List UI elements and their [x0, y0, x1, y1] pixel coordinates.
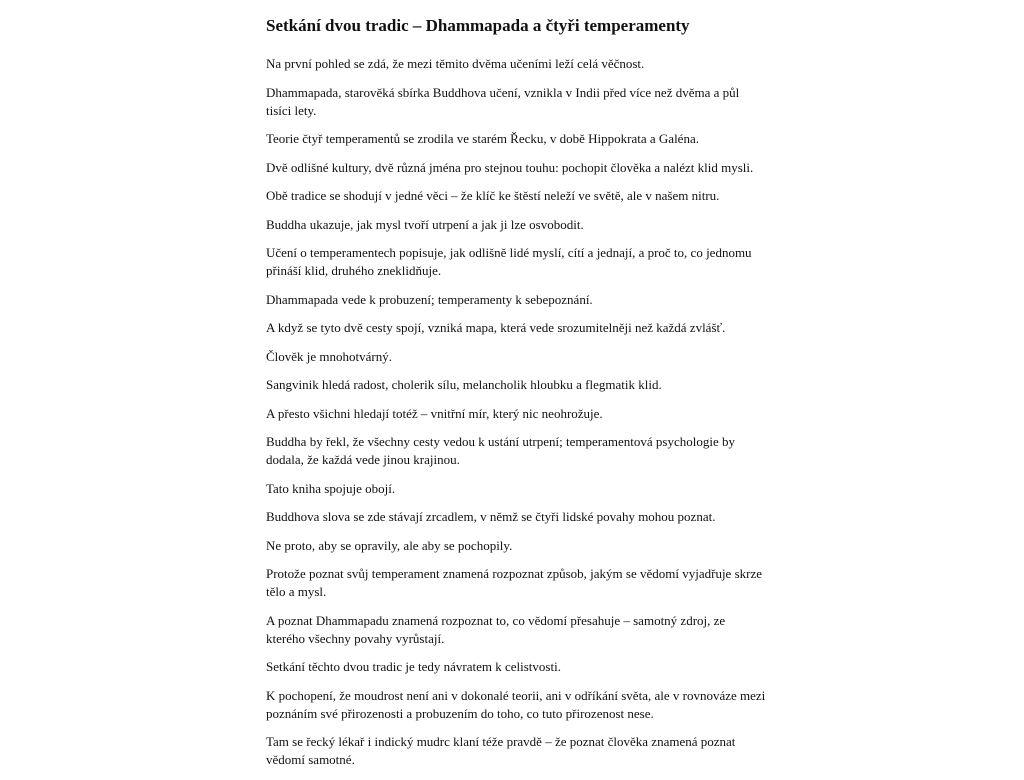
paragraph-17: Protože poznat svůj temperament znamená rozpoznat způsob, jakým se vědomí vyjadřuje skrze tělo a mysl. [266, 566, 762, 599]
paragraph-4: Dvě odlišné kultury, dvě různá jména pro stejnou touhu: pochopit člověka a nalézt klid mysli. [266, 159, 754, 175]
document-body [266, 55, 766, 769]
document-page [266, 14, 766, 780]
paragraph-15: Buddhova slova se zde stávají zrcadlem, v němž se čtyři lidské povahy mohou poznat. [266, 509, 716, 524]
paragraph-19: Setkání těchto dvou tradic je tedy návratem k celistvosti. [266, 659, 561, 674]
paragraph-7: Učení o temperamentech popisuje, jak odlišně lidé myslí, cítí a jednají, a proč to, co jednomu přináší klid, druhého zneklidňuje. [266, 245, 752, 278]
paragraph-13: Buddha by řekl, že všechny cesty vedou k ustání utrpení; temperamentová psychologie by dodala, že každá vede jinou krajinou. [266, 434, 735, 467]
paragraph-2: Dhammapada, starověká sbírka Buddhova učení, vznikla v Indii před více než dvěma a půl tisíci lety. [266, 84, 740, 118]
paragraph-1: Na první pohled se zdá, že mezi těmito dvěma učeními leží celá věčnost. [266, 56, 645, 71]
paragraph-5: Obě tradice se shodují v jedné věci – že klíč ke štěstí neleží ve světě, ale v našem nitru. [266, 188, 720, 203]
paragraph-14: Tato kniha spojuje obojí. [266, 480, 396, 496]
paragraph-9: A když se tyto dvě cesty spojí, vzniká mapa, která vede srozumitelněji než každá zvlášť. [266, 320, 726, 335]
paragraph-8: Dhammapada vede k probuzení; temperamenty k sebepoznání. [266, 291, 593, 307]
paragraph-18: A poznat Dhammapadu znamená rozpoznat to, co vědomí přesahuje – samotný zdroj, ze kterého všechny povahy vyrůstají. [266, 612, 726, 646]
document-title: Setkání dvou tradic – Dhammapada a čtyři temperamenty [266, 16, 690, 35]
paragraph-6: Buddha ukazuje, jak mysl tvoří utrpení a jak ji lze osvobodit. [266, 216, 584, 232]
paragraph-12: A přesto všichni hledají totéž – vnitřní mír, který nic neohrožuje. [266, 405, 603, 421]
paragraph-10: Člověk je mnohotvárný. [266, 348, 393, 364]
paragraph-11: Sangvinik hledá radost, cholerik sílu, melancholik hloubku a flegmatik klid. [266, 377, 662, 392]
paragraph-21: Tam se řecký lékař i indický mudrc klaní téže pravdě – že poznat člověka znamená poznat vědomí samotné. [266, 734, 736, 767]
paragraph-20: K pochopení, že moudrost není ani v dokonalé teorii, ani v odříkání světa, ale v rovnováze mezi poznáním své přirozenosti a probuzením do toho, co tuto přirozenost nese. [266, 687, 766, 721]
paragraph-16: Ne proto, aby se opravily, ale aby se pochopily. [266, 537, 513, 553]
paragraph-3: Teorie čtyř temperamentů se zrodila ve starém Řecku, v době Hippokrata a Galéna. [266, 131, 699, 146]
